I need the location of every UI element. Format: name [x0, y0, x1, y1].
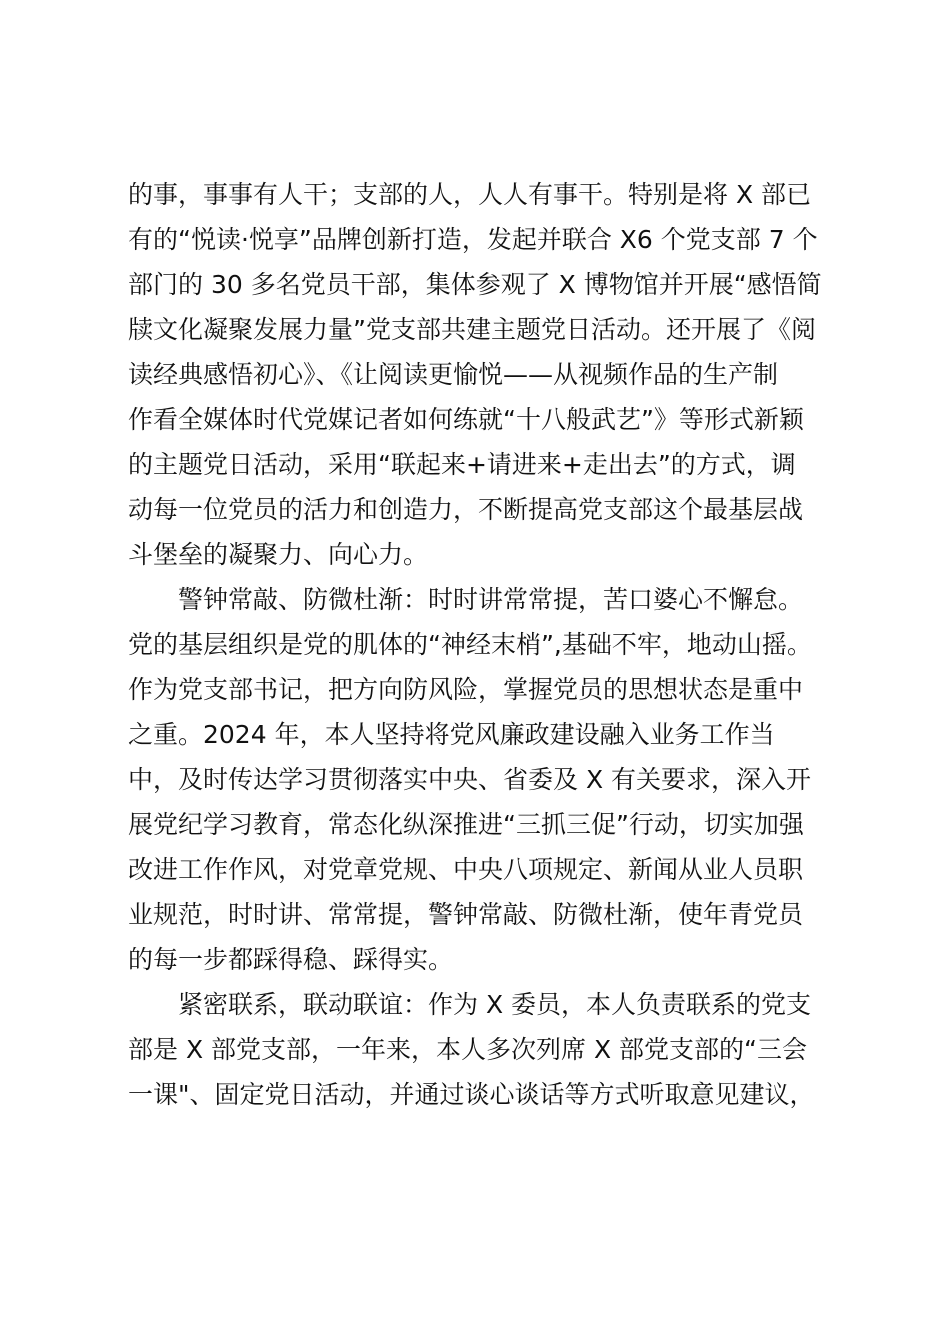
text-line: 党的基层组织是党的肌体的“神经末梢”,基础不牢，地动山摇。: [128, 630, 812, 659]
paragraph-start-line: 警钟常敲、防微杜渐：时时讲常常提，苦口婆心不懈怠。: [178, 585, 804, 614]
text-line: 一课"、固定党日活动，并通过谈心谈话等方式听取意见建议，: [128, 1080, 815, 1109]
text-line: 作为党支部书记，把方向防风险，掌握党员的思想状态是重中: [128, 675, 804, 704]
text-line: 斗堡垒的凝聚力、向心力。: [128, 540, 429, 569]
text-line: 改进工作作风，对党章党规、中央八项规定、新闻从业人员职: [128, 855, 804, 884]
text-line: 部门的 30 多名党员干部，集体参观了 X 博物馆并开展“感悟简: [128, 270, 822, 299]
text-line: 读经典感悟初心》、《让阅读更愉悦——从视频作品的生产制: [128, 360, 779, 389]
text-line: 的事，事事有人干；支部的人，人人有事干。特别是将 X 部已: [128, 180, 812, 209]
text-line: 中，及时传达学习贯彻落实中央、省委及 X 有关要求，深入开: [128, 765, 812, 794]
text-line: 的每一步都踩得稳、踩得实。: [128, 945, 454, 974]
text-line: 牍文化凝聚发展力量”党支部共建主题党日活动。还开展了《阅: [128, 315, 816, 344]
text-line: 之重。2024 年，本人坚持将党风廉政建设融入业务工作当: [128, 720, 775, 749]
text-line: 业规范，时时讲、常常提，警钟常敲、防微杜渐，使年青党员: [128, 900, 804, 929]
text-line: 展党纪学习教育，常态化纵深推进“三抓三促”行动，切实加强: [128, 810, 804, 839]
text-line: 作看全媒体时代党媒记者如何练就“十八般武艺”》等形式新颖: [128, 405, 804, 434]
text-line: 部是 X 部党支部，一年来，本人多次列席 X 部党支部的“三会: [128, 1035, 807, 1064]
text-line: 动每一位党员的活力和创造力，不断提高党支部这个最基层战: [128, 495, 804, 524]
text-line: 有的“悦读·悦享”品牌创新打造，发起并联合 X6 个党支部 7 个: [128, 225, 818, 254]
paragraph-start-line: 紧密联系，联动联谊：作为 X 委员，本人负责联系的党支: [178, 990, 812, 1019]
text-line: 的主题党日活动，采用“联起来+请进来+走出去”的方式，调: [128, 450, 796, 479]
